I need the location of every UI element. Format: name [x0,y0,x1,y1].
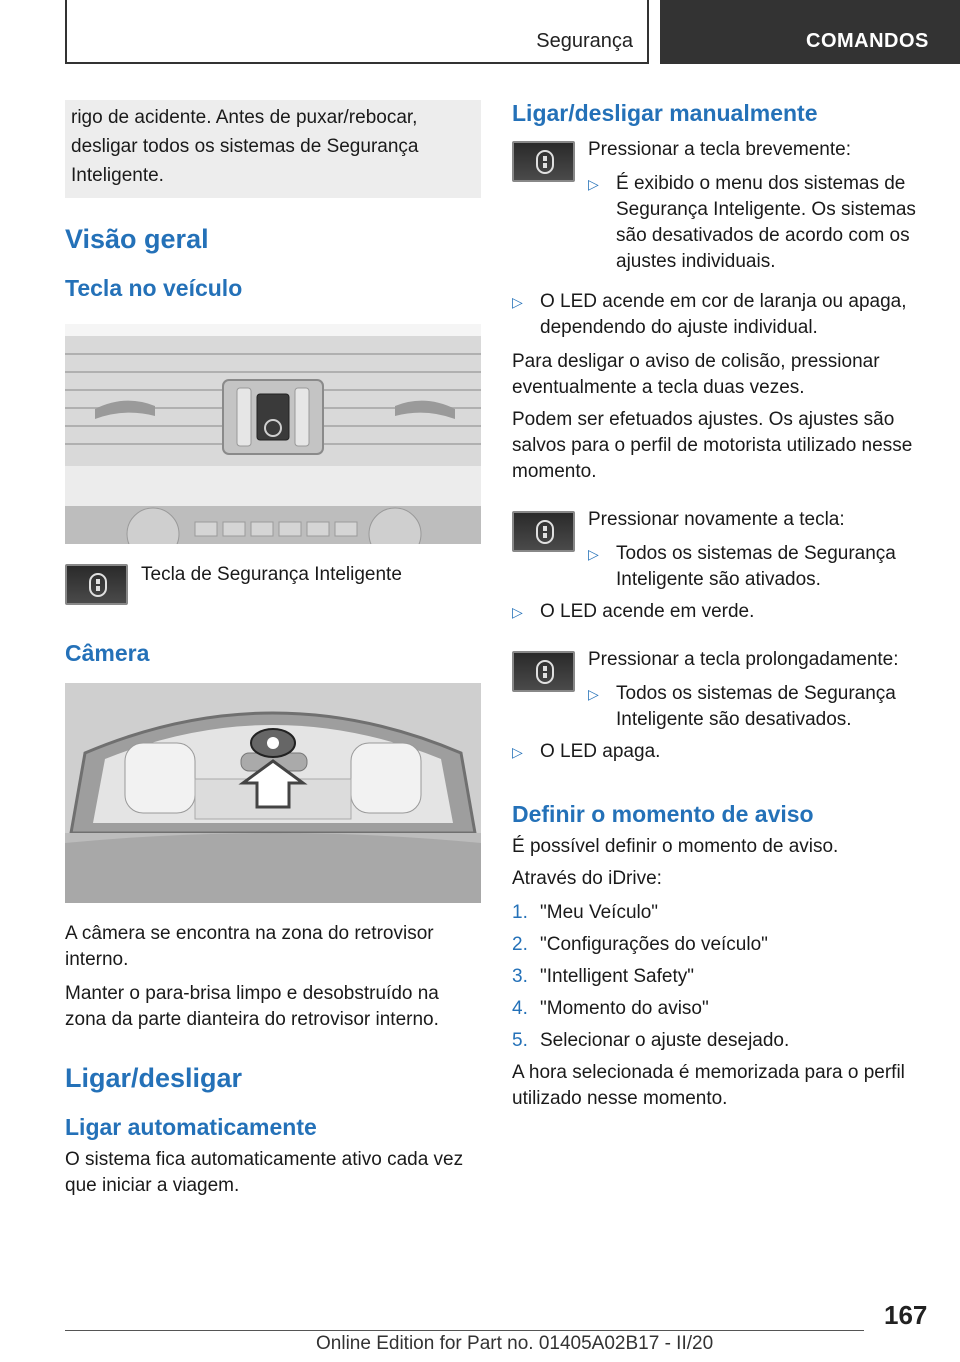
press-long-text: Pressionar a tecla prolongadamente: [588,649,899,670]
idrive-text: Através do iDrive: [512,868,662,889]
camera-location-text: A câmera se encontra na zona do retrovisor interno. [65,923,434,970]
triangle-bullet-icon: ▷ [588,686,599,702]
list-item: 5. Selecionar o ajuste desejado. [512,1030,790,1051]
warning-note-box [65,100,481,198]
press-long-bullet-2: ▷ O LED apaga. [512,739,930,765]
safety-key-icon [512,141,575,182]
windshield-illustration [65,683,481,903]
heading-overview: Visão geral [65,224,209,254]
heading-on-off: Ligar/desligar [65,1063,243,1093]
press-again-bullet-2: ▷ O LED acende em verde. [512,599,930,625]
final-text: A hora selecionada é memorizada para o perfil utilizado nesse momento. [512,1062,905,1109]
header-chapter-title: COMANDOS [806,30,929,52]
heading-manual-on-off: Ligar/desligar manualmente [512,100,818,126]
press-again-row [512,507,930,593]
heading-vehicle-key: Tecla no veículo [65,275,243,301]
left-column [65,100,481,1199]
press-short-text: Pressionar a tecla brevemente: [588,139,851,160]
press-again-text: Pressionar novamente a tecla: [588,509,845,530]
heading-camera: Câmera [65,640,150,666]
header-section-title: Segurança [536,30,633,52]
safety-key-icon [512,651,575,692]
triangle-bullet-icon: ▷ [512,294,523,310]
footer-divider [65,1330,864,1331]
header-section-tab [65,0,649,64]
safety-key-icon [65,564,128,605]
footer-edition: Online Edition for Part no. 01405A02B17 - II/20 [316,1333,714,1354]
settings-text: Podem ser efetuados ajustes. Os ajustes são salvos para o perfil de motorista utilizado nesse momento. [512,409,913,482]
triangle-bullet-icon: ▷ [512,744,523,760]
press-short-bullet-1: ▷ É exibido o menu dos sistemas de Segurança Inteligente. Os sistemas são desativados de acordo com os ajustes individuais. [588,173,916,272]
list-item: 4. "Momento do aviso" [512,998,709,1019]
list-item: 1. "Meu Veículo" [512,902,659,923]
right-column [512,100,930,1112]
auto-on-text: O sistema fica automaticamente ativo cada vez que iniciar a viagem. [65,1149,464,1196]
collision-text: Para desligar o aviso de colisão, pressionar eventualmente a tecla duas vezes. [512,351,880,398]
key-caption-row [65,562,481,612]
dashboard-illustration [65,324,481,544]
camera-clean-text: Manter o para-brisa limpo e desobstruído na zona da parte dianteira do retrovisor interno. [65,983,439,1030]
safety-key-icon [512,511,575,552]
press-long-bullet-1: ▷ Todos os sistemas de Segurança Inteligente são desativados. [588,683,896,730]
triangle-bullet-icon: ▷ [512,604,523,620]
heading-warning-time: Definir o momento de aviso [512,801,814,827]
press-long-row [512,647,930,733]
header-chapter-tab [660,0,960,64]
warning-time-text: É possível definir o momento de aviso. [512,836,839,857]
warning-note-text: rigo de acidente. Antes de puxar/rebocar, desligar todos os sistemas de Segurança Inteligente. [71,107,419,186]
triangle-bullet-icon: ▷ [588,546,599,562]
press-short-bullet-2: ▷ O LED acende em cor de laranja ou apaga, dependendo do ajuste individual. [512,291,907,338]
press-again-bullet-1: ▷ Todos os sistemas de Segurança Inteligente são ativados. [588,543,896,590]
dashboard-key-photo [65,324,481,544]
press-short-row [512,137,930,275]
page-number: 167 [884,1300,928,1330]
list-item: 2. "Configurações do veículo" [512,934,768,955]
heading-auto-on: Ligar automaticamente [65,1114,317,1140]
camera-photo [65,683,481,903]
key-caption: Tecla de Segurança Inteligente [141,564,402,585]
list-item: 3. "Intelligent Safety" [512,966,694,987]
triangle-bullet-icon: ▷ [588,176,599,192]
idrive-steps-list [512,900,930,1054]
